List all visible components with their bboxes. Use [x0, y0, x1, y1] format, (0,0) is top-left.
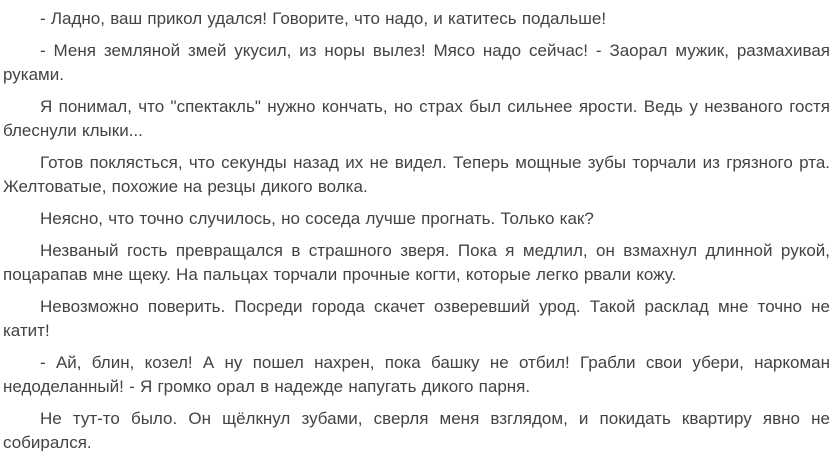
paragraph: Невозможно поверить. Посреди города скачет озверевший урод. Такой расклад мне точно не катит!	[3, 297, 830, 340]
text-content	[3, 7, 830, 451]
paragraph: Готов поклясться, что секунды назад их не видел. Теперь мощные зубы торчали из грязного рта. Желтоватые, похожие на резцы дикого волка.	[3, 153, 830, 196]
paragraph: Неясно, что точно случилось, но соседа лучше прогнать. Только как?	[40, 209, 594, 228]
paragraph: Я понимал, что "спектакль" нужно кончать, но страх был сильнее ярости. Ведь у незваного гостя блеснули клыки...	[3, 97, 830, 140]
paragraph: - Ай, блин, козел! А ну пошел нахрен, пока башку не отбил! Грабли свои убери, наркоман недоделанный! - Я громко орал в надежде напугать дикого парня.	[3, 353, 830, 396]
paragraph: Незваный гость превращался в страшного зверя. Пока я медлил, он взмахнул длинной рукой, поцарапав мне щеку. На пальцах торчали прочные когти, которые легко рвали кожу.	[3, 241, 830, 284]
paragraph: Не тут-то было. Он щёлкнул зубами, сверля меня взглядом, и покидать квартиру явно не собирался.	[3, 409, 830, 451]
paragraph: - Ладно, ваш прикол удался! Говорите, что надо, и катитесь подальше!	[40, 9, 607, 28]
paragraph: - Меня земляной змей укусил, из норы вылез! Мясо надо сейчас! - Заорал мужик, размахивая руками.	[3, 41, 830, 84]
